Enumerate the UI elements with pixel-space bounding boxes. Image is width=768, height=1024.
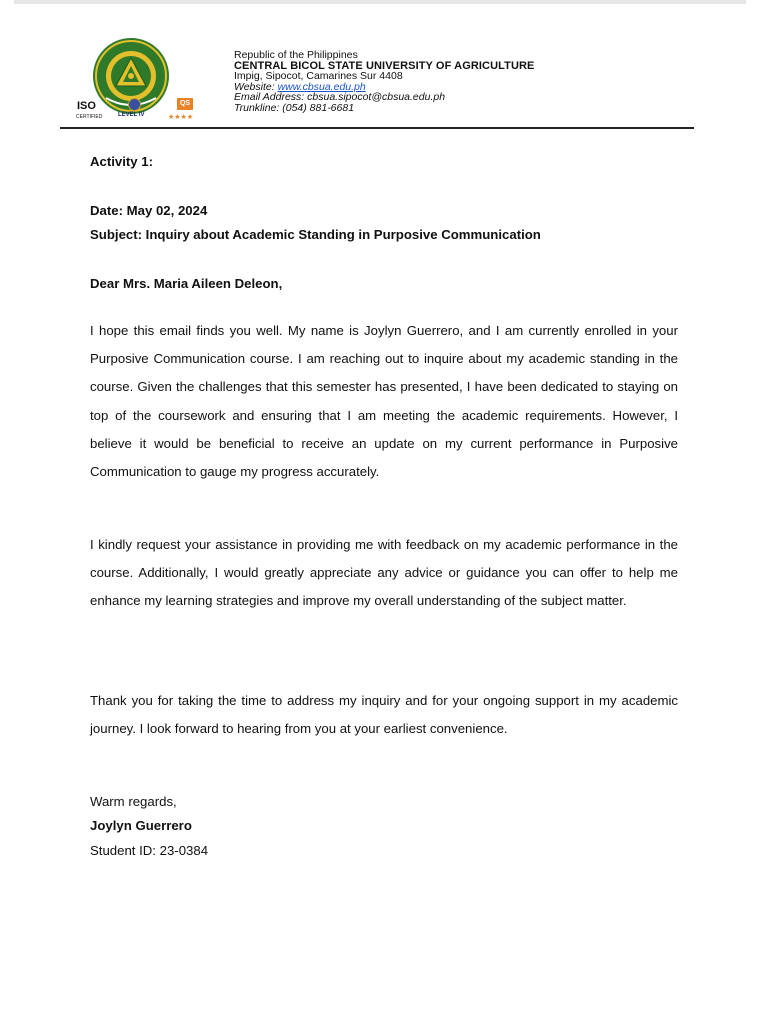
letter-date: Date: May 02, 2024 [90,203,208,218]
qs-badge-text: QS [177,98,193,110]
website-label: Website: [234,80,278,93]
accreditation-badges [72,97,212,123]
website-link[interactable]: www.cbsua.edu.ph [277,80,366,93]
letterhead-text [234,50,535,114]
letter-closing: Warm regards, [90,794,177,809]
email-line: Email Address: cbsua.sipocot@cbsua.edu.ph [234,91,446,104]
trunkline-line: Trunkline: (054) 881-6681 [234,101,355,114]
activity-heading: Activity 1: [90,154,154,169]
level-badge-text: LEVEL IV [118,112,145,118]
signer-name: Joylyn Guerrero [90,818,192,833]
university-address: Impig, Sipocot, Camarines Sur 4408 [234,70,403,83]
level-seal-icon [128,98,141,111]
letter-paragraph-2: I kindly request your assistance in providing me with feedback on my academic performance in the course. Additionally, I would greatly appreciate any advice or guidance you can offer to help me enhance my learning strategies and improve my overall understanding of the subject matter. [90,537,678,609]
letter-subject: Subject: Inquiry about Academic Standing in Purposive Communication [90,227,541,242]
letter-salutation: Dear Mrs. Maria Aileen Deleon, [90,276,283,291]
level-badge [116,97,156,123]
qs-stars-icon: ★★★★ [168,113,194,121]
iso-badge-text: ISO [77,100,96,112]
university-name: CENTRAL BICOL STATE UNIVERSITY OF AGRICULTURE [234,59,535,72]
header-divider [60,127,694,129]
iso-badge-subtext: CERTIFIED [76,114,103,120]
top-border [14,0,746,4]
student-id: Student ID: 23-0384 [90,843,209,858]
letter-paragraph-3: Thank you for taking the time to address my inquiry and for your ongoing support in my academic journey. I look forward to hearing from you at your earliest convenience. [90,693,678,737]
iso-badge [74,97,110,123]
letter-paragraph-1: I hope this email finds you well. My name is Joylyn Guerrero, and I am currently enrolled in your Purposive Communication course. I am reaching out to inquire about my academic standing in the course. Given the challenges that this semester has presented, I have been dedicated to staying on top of the coursework and ensuring that I am meeting the academic requirements. However, I believe it would be beneficial to receive an update on my current performance in Purposive Communication to gauge my progress accurately. [90,323,678,480]
republic-line: Republic of the Philippines [234,49,358,61]
qs-badge [166,97,208,123]
